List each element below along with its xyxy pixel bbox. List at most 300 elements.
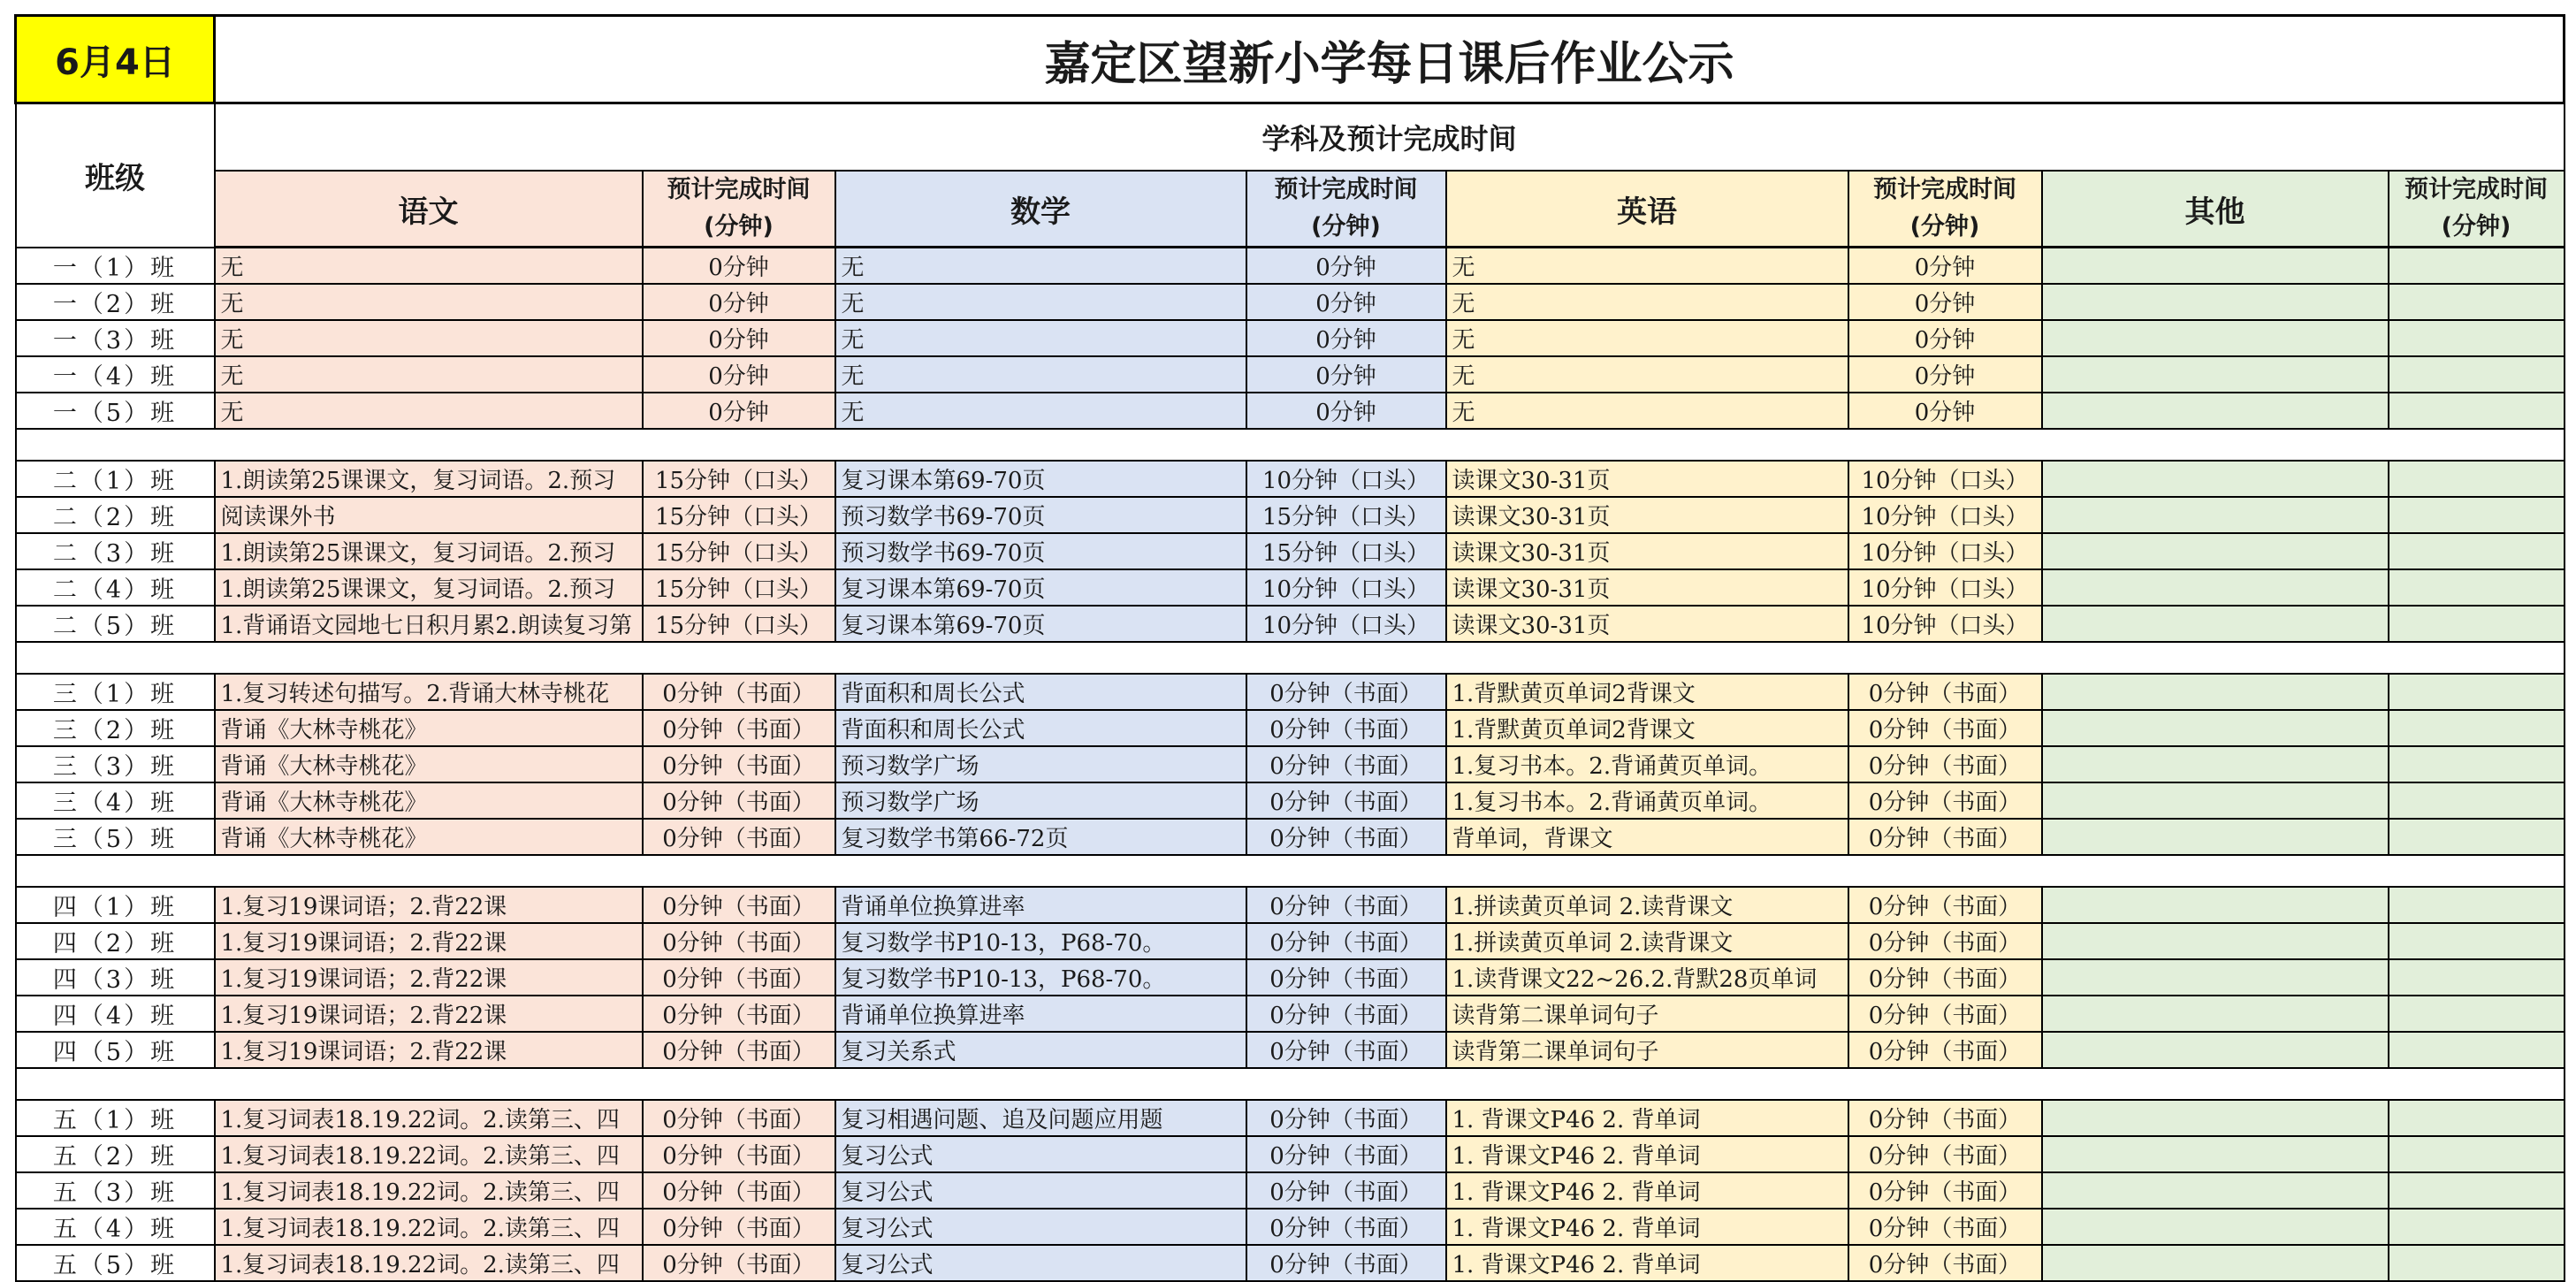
page-title[interactable]: 嘉定区望新小学每日课后作业公示 [215, 16, 2565, 103]
english-homework-cell[interactable]: 1.复习书本。2.背诵黄页单词。 [1446, 746, 1848, 782]
math-homework-cell[interactable]: 预习数学广场 [835, 782, 1246, 819]
class-name-cell[interactable]: 二（4）班 [16, 569, 215, 606]
other-time-cell[interactable] [2389, 746, 2565, 782]
other-time-cell[interactable] [2389, 1032, 2565, 1068]
other-homework-cell[interactable] [2042, 674, 2389, 710]
table-row [16, 959, 2565, 996]
english-time-cell[interactable]: 0分钟（书面） [1848, 1245, 2042, 1281]
math-time-cell[interactable]: 0分钟（书面） [1246, 923, 1446, 959]
math-time-cell[interactable]: 15分钟（口头） [1246, 533, 1446, 569]
chinese-time-cell[interactable]: 0分钟（书面） [643, 710, 835, 746]
time-header-line1: 预计完成时间 [1274, 176, 1418, 203]
other-time-cell[interactable] [2389, 782, 2565, 819]
english-homework-cell[interactable]: 1. 背课文P46 2. 背单词 [1446, 1245, 1848, 1281]
english-time-cell[interactable]: 0分钟（书面） [1848, 1100, 2042, 1136]
other-homework-cell[interactable] [2042, 393, 2389, 429]
grade-separator-row [16, 855, 2565, 887]
table-row [16, 1100, 2565, 1136]
other-time-cell[interactable] [2389, 710, 2565, 746]
class-name-cell[interactable]: 一（5）班 [16, 393, 215, 429]
separator-cell [1848, 1068, 2042, 1100]
math-homework-cell[interactable]: 复习数学书第66-72页 [835, 819, 1246, 855]
class-name-cell[interactable]: 三（1）班 [16, 674, 215, 710]
math-time-cell[interactable]: 0分钟（书面） [1246, 887, 1446, 923]
chinese-time-cell[interactable]: 0分钟（书面） [643, 1032, 835, 1068]
math-homework-cell[interactable]: 复习公式 [835, 1172, 1246, 1209]
math-homework-cell[interactable]: 复习课本第69-70页 [835, 461, 1246, 497]
class-name-cell[interactable]: 五（1）班 [16, 1100, 215, 1136]
class-name-cell[interactable]: 二（5）班 [16, 606, 215, 642]
math-homework-cell[interactable]: 背面积和周长公式 [835, 674, 1246, 710]
math-homework-cell[interactable]: 无 [835, 284, 1246, 320]
chinese-time-cell[interactable]: 0分钟 [643, 356, 835, 393]
other-homework-cell[interactable] [2042, 1209, 2389, 1245]
chinese-homework-cell[interactable]: 1.复习词表18.19.22词。2.读第三、四 [215, 1172, 643, 1209]
chinese-homework-cell[interactable]: 阅读课外书 [215, 497, 643, 533]
class-name-cell[interactable]: 四（2）班 [16, 923, 215, 959]
chinese-homework-cell[interactable]: 背诵《大林寺桃花》 [215, 710, 643, 746]
subject-group-header[interactable]: 学科及预计完成时间 [215, 103, 2565, 172]
english-homework-cell[interactable]: 读课文30-31页 [1446, 461, 1848, 497]
math-time-cell[interactable]: 0分钟（书面） [1246, 1032, 1446, 1068]
table-row [16, 887, 2565, 923]
separator-cell [2389, 855, 2565, 887]
separator-cell [1848, 855, 2042, 887]
table-row [16, 356, 2565, 393]
chinese-homework-cell[interactable]: 1.朗读第25课课文，复习词语。2.预习 [215, 533, 643, 569]
math-homework-cell[interactable]: 预习数学广场 [835, 746, 1246, 782]
class-name-cell[interactable]: 五（3）班 [16, 1172, 215, 1209]
class-name-cell[interactable]: 三（3）班 [16, 746, 215, 782]
other-homework-cell[interactable] [2042, 356, 2389, 393]
english-time-cell[interactable]: 0分钟（书面） [1848, 1032, 2042, 1068]
math-time-cell[interactable]: 0分钟 [1246, 248, 1446, 284]
separator-cell [2042, 855, 2389, 887]
other-homework-cell[interactable] [2042, 1172, 2389, 1209]
separator-cell [16, 429, 215, 461]
separator-cell [16, 855, 215, 887]
math-homework-cell[interactable]: 预习数学书69-70页 [835, 497, 1246, 533]
chinese-homework-cell[interactable]: 1.复习转述句描写。2.背诵大林寺桃花 [215, 674, 643, 710]
math-homework-cell[interactable]: 复习关系式 [835, 1032, 1246, 1068]
class-name-cell[interactable]: 四（4）班 [16, 996, 215, 1032]
chinese-time-cell[interactable]: 15分钟（口头） [643, 461, 835, 497]
class-name-cell[interactable]: 二（1）班 [16, 461, 215, 497]
english-homework-cell[interactable]: 1.拼读黄页单词 2.读背课文 [1446, 887, 1848, 923]
homework-table [14, 14, 2565, 1282]
english-homework-cell[interactable]: 1.拼读黄页单词 2.读背课文 [1446, 923, 1848, 959]
chinese-homework-cell[interactable]: 1.复习词表18.19.22词。2.读第三、四 [215, 1100, 643, 1136]
separator-cell [1848, 642, 2042, 674]
english-time-cell[interactable]: 10分钟（口头） [1848, 569, 2042, 606]
other-homework-cell[interactable] [2042, 1136, 2389, 1172]
other-time-cell[interactable] [2389, 284, 2565, 320]
class-name-cell[interactable]: 五（2）班 [16, 1136, 215, 1172]
separator-cell [643, 429, 835, 461]
separator-cell [16, 642, 215, 674]
separator-cell [2042, 1068, 2389, 1100]
separator-cell [215, 855, 643, 887]
chinese-homework-cell[interactable]: 1.复习19课词语；2.背22课 [215, 959, 643, 996]
table-row [16, 569, 2565, 606]
other-time-cell[interactable] [2389, 461, 2565, 497]
math-time-cell[interactable]: 0分钟（书面） [1246, 1136, 1446, 1172]
chinese-time-cell[interactable]: 0分钟（书面） [643, 819, 835, 855]
chinese-time-cell[interactable]: 15分钟（口头） [643, 497, 835, 533]
english-homework-cell[interactable]: 无 [1446, 356, 1848, 393]
table-row [16, 320, 2565, 356]
english-time-cell[interactable]: 0分钟（书面） [1848, 887, 2042, 923]
class-name-cell[interactable]: 四（1）班 [16, 887, 215, 923]
table-row [16, 746, 2565, 782]
math-homework-cell[interactable]: 复习公式 [835, 1136, 1246, 1172]
english-homework-cell[interactable]: 无 [1446, 284, 1848, 320]
table-row [16, 674, 2565, 710]
other-time-cell[interactable] [2389, 996, 2565, 1032]
chinese-time-cell[interactable]: 0分钟 [643, 284, 835, 320]
separator-cell [1848, 429, 2042, 461]
other-homework-cell[interactable] [2042, 782, 2389, 819]
english-time-cell[interactable]: 0分钟（书面） [1848, 996, 2042, 1032]
math-time-cell[interactable]: 0分钟（书面） [1246, 1100, 1446, 1136]
chinese-time-cell[interactable]: 0分钟 [643, 248, 835, 284]
math-homework-cell[interactable]: 背诵单位换算进率 [835, 887, 1246, 923]
other-homework-cell[interactable] [2042, 1100, 2389, 1136]
english-column-header[interactable]: 英语 [1446, 171, 1848, 248]
chinese-time-cell[interactable]: 0分钟（书面） [643, 746, 835, 782]
table-row [16, 1245, 2565, 1281]
date-cell[interactable]: 6月4日 [16, 16, 215, 103]
chinese-homework-cell[interactable]: 无 [215, 284, 643, 320]
chinese-homework-cell[interactable]: 无 [215, 320, 643, 356]
title-row [16, 16, 2565, 103]
english-homework-cell[interactable]: 无 [1446, 248, 1848, 284]
math-time-cell[interactable]: 0分钟 [1246, 284, 1446, 320]
separator-cell [215, 429, 643, 461]
chinese-time-cell[interactable]: 15分钟（口头） [643, 569, 835, 606]
english-time-cell[interactable]: 0分钟（书面） [1848, 1136, 2042, 1172]
chinese-homework-cell[interactable]: 1.朗读第25课课文，复习词语。2.预习 [215, 461, 643, 497]
other-time-cell[interactable] [2389, 320, 2565, 356]
other-time-cell[interactable] [2389, 356, 2565, 393]
other-homework-cell[interactable] [2042, 1245, 2389, 1281]
other-time-cell[interactable] [2389, 1209, 2565, 1245]
math-homework-cell[interactable]: 无 [835, 393, 1246, 429]
english-time-cell[interactable]: 0分钟（书面） [1848, 819, 2042, 855]
math-time-cell[interactable]: 10分钟（口头） [1246, 606, 1446, 642]
math-time-cell[interactable]: 0分钟（书面） [1246, 1245, 1446, 1281]
other-time-cell[interactable] [2389, 248, 2565, 284]
class-column-header[interactable]: 班级 [16, 103, 215, 248]
english-time-cell[interactable]: 0分钟（书面） [1848, 959, 2042, 996]
chinese-homework-cell[interactable]: 1.复习19课词语；2.背22课 [215, 923, 643, 959]
separator-cell [835, 429, 1246, 461]
chinese-column-header[interactable]: 语文 [215, 171, 643, 248]
other-time-cell[interactable] [2389, 1100, 2565, 1136]
english-homework-cell[interactable]: 读背第二课单词句子 [1446, 1032, 1848, 1068]
english-time-cell[interactable]: 0分钟（书面） [1848, 746, 2042, 782]
table-row [16, 1032, 2565, 1068]
english-homework-cell[interactable]: 1. 背课文P46 2. 背单词 [1446, 1172, 1848, 1209]
english-homework-cell[interactable]: 1. 背课文P46 2. 背单词 [1446, 1100, 1848, 1136]
time-header-line2: (分钟) [1909, 213, 1980, 240]
chinese-time-cell[interactable]: 0分钟（书面） [643, 1245, 835, 1281]
chinese-time-cell[interactable]: 0分钟（书面） [643, 996, 835, 1032]
english-time-cell[interactable]: 0分钟 [1848, 393, 2042, 429]
math-homework-cell[interactable]: 无 [835, 356, 1246, 393]
math-homework-cell[interactable]: 无 [835, 320, 1246, 356]
other-homework-cell[interactable] [2042, 923, 2389, 959]
class-name-cell[interactable]: 二（3）班 [16, 533, 215, 569]
chinese-homework-cell[interactable]: 1.背诵语文园地七日积月累2.朗读复习第 [215, 606, 643, 642]
separator-cell [835, 1068, 1246, 1100]
other-homework-cell[interactable] [2042, 497, 2389, 533]
english-homework-cell[interactable]: 1.背默黄页单词2背课文 [1446, 674, 1848, 710]
table-row [16, 996, 2565, 1032]
english-time-cell[interactable]: 0分钟（书面） [1848, 1209, 2042, 1245]
math-homework-cell[interactable]: 复习相遇问题、追及问题应用题 [835, 1100, 1246, 1136]
math-time-cell[interactable]: 0分钟（书面） [1246, 1172, 1446, 1209]
chinese-time-cell[interactable]: 15分钟（口头） [643, 606, 835, 642]
english-homework-cell[interactable]: 无 [1446, 393, 1848, 429]
other-homework-cell[interactable] [2042, 533, 2389, 569]
chinese-homework-cell[interactable]: 1.复习19课词语；2.背22课 [215, 996, 643, 1032]
english-homework-cell[interactable]: 1.背默黄页单词2背课文 [1446, 710, 1848, 746]
english-homework-cell[interactable]: 读课文30-31页 [1446, 606, 1848, 642]
chinese-homework-cell[interactable]: 无 [215, 356, 643, 393]
other-time-cell[interactable] [2389, 1136, 2565, 1172]
chinese-homework-cell[interactable]: 1.朗读第25课课文，复习词语。2.预习 [215, 569, 643, 606]
grade-separator-row [16, 1068, 2565, 1100]
separator-cell [215, 642, 643, 674]
english-homework-cell[interactable]: 读课文30-31页 [1446, 533, 1848, 569]
chinese-homework-cell[interactable]: 无 [215, 248, 643, 284]
other-time-cell[interactable] [2389, 959, 2565, 996]
table-row [16, 782, 2565, 819]
other-homework-cell[interactable] [2042, 320, 2389, 356]
time-header-line1: 预计完成时间 [2405, 176, 2548, 203]
english-homework-cell[interactable]: 1.读背课文22~26.2.背默28页单词 [1446, 959, 1848, 996]
english-time-cell[interactable]: 0分钟 [1848, 248, 2042, 284]
separator-cell [1246, 1068, 1446, 1100]
chinese-time-cell[interactable]: 0分钟（书面） [643, 1209, 835, 1245]
separator-cell [835, 642, 1246, 674]
other-time-cell[interactable] [2389, 1245, 2565, 1281]
other-homework-cell[interactable] [2042, 996, 2389, 1032]
chinese-homework-cell[interactable]: 1.复习词表18.19.22词。2.读第三、四 [215, 1136, 643, 1172]
other-homework-cell[interactable] [2042, 887, 2389, 923]
class-name-cell[interactable]: 二（2）班 [16, 497, 215, 533]
chinese-time-cell[interactable]: 0分钟（书面） [643, 782, 835, 819]
english-time-cell[interactable]: 10分钟（口头） [1848, 461, 2042, 497]
math-homework-cell[interactable]: 背面积和周长公式 [835, 710, 1246, 746]
other-homework-cell[interactable] [2042, 606, 2389, 642]
class-name-cell[interactable]: 一（3）班 [16, 320, 215, 356]
chinese-homework-cell[interactable]: 1.复习19课词语；2.背22课 [215, 887, 643, 923]
separator-cell [1246, 642, 1446, 674]
math-homework-cell[interactable]: 背诵单位换算进率 [835, 996, 1246, 1032]
time-header-line2: (分钟) [2441, 213, 2511, 240]
english-time-column-header[interactable] [1848, 171, 2042, 248]
table-row [16, 284, 2565, 320]
separator-cell [835, 855, 1246, 887]
other-time-cell[interactable] [2389, 569, 2565, 606]
grade-separator-row [16, 429, 2565, 461]
english-homework-cell[interactable]: 读课文30-31页 [1446, 497, 1848, 533]
class-name-cell[interactable]: 三（4）班 [16, 782, 215, 819]
english-time-cell[interactable]: 0分钟（书面） [1848, 923, 2042, 959]
english-homework-cell[interactable]: 背单词，背课文 [1446, 819, 1848, 855]
math-time-cell[interactable]: 0分钟（书面） [1246, 710, 1446, 746]
other-homework-cell[interactable] [2042, 746, 2389, 782]
time-header-line1: 预计完成时间 [667, 176, 811, 203]
math-homework-cell[interactable]: 预习数学书69-70页 [835, 533, 1246, 569]
english-time-cell[interactable]: 0分钟 [1848, 320, 2042, 356]
chinese-homework-cell[interactable]: 1.复习词表18.19.22词。2.读第三、四 [215, 1209, 643, 1245]
other-column-header[interactable]: 其他 [2042, 171, 2389, 248]
math-time-cell[interactable]: 0分钟（书面） [1246, 819, 1446, 855]
other-time-column-header[interactable] [2389, 171, 2565, 248]
english-time-cell[interactable]: 10分钟（口头） [1848, 497, 2042, 533]
other-time-cell[interactable] [2389, 819, 2565, 855]
class-name-cell[interactable]: 四（5）班 [16, 1032, 215, 1068]
chinese-time-cell[interactable]: 0分钟（书面） [643, 959, 835, 996]
math-homework-cell[interactable]: 复习课本第69-70页 [835, 569, 1246, 606]
english-time-cell[interactable]: 0分钟 [1848, 356, 2042, 393]
table-row [16, 533, 2565, 569]
other-time-cell[interactable] [2389, 606, 2565, 642]
chinese-time-cell[interactable]: 0分钟（书面） [643, 1136, 835, 1172]
english-homework-cell[interactable]: 1.复习书本。2.背诵黄页单词。 [1446, 782, 1848, 819]
chinese-homework-cell[interactable]: 背诵《大林寺桃花》 [215, 782, 643, 819]
chinese-homework-cell[interactable]: 背诵《大林寺桃花》 [215, 746, 643, 782]
other-homework-cell[interactable] [2042, 959, 2389, 996]
math-time-cell[interactable]: 0分钟（书面） [1246, 674, 1446, 710]
other-time-cell[interactable] [2389, 393, 2565, 429]
separator-cell [2389, 642, 2565, 674]
table-row [16, 497, 2565, 533]
math-time-cell[interactable]: 0分钟 [1246, 393, 1446, 429]
chinese-homework-cell[interactable]: 背诵《大林寺桃花》 [215, 819, 643, 855]
class-name-cell[interactable]: 五（5）班 [16, 1245, 215, 1281]
other-time-cell[interactable] [2389, 674, 2565, 710]
separator-cell [643, 642, 835, 674]
chinese-time-cell[interactable]: 15分钟（口头） [643, 533, 835, 569]
group-header-row [16, 103, 2565, 172]
math-time-cell[interactable]: 0分钟（书面） [1246, 782, 1446, 819]
math-homework-cell[interactable]: 复习课本第69-70页 [835, 606, 1246, 642]
separator-cell [2042, 642, 2389, 674]
subject-header-row [16, 171, 2565, 248]
chinese-homework-cell[interactable]: 1.复习19课词语；2.背22课 [215, 1032, 643, 1068]
math-time-cell[interactable]: 10分钟（口头） [1246, 569, 1446, 606]
table-row [16, 1172, 2565, 1209]
other-homework-cell[interactable] [2042, 1032, 2389, 1068]
separator-cell [2389, 1068, 2565, 1100]
math-time-cell[interactable]: 0分钟（书面） [1246, 1209, 1446, 1245]
math-time-cell[interactable]: 10分钟（口头） [1246, 461, 1446, 497]
chinese-time-cell[interactable]: 0分钟（书面） [643, 923, 835, 959]
separator-cell [1446, 1068, 1848, 1100]
english-time-cell[interactable]: 10分钟（口头） [1848, 606, 2042, 642]
class-name-cell[interactable]: 一（4）班 [16, 356, 215, 393]
table-row [16, 393, 2565, 429]
time-header-line2: (分钟) [1311, 213, 1381, 240]
separator-cell [2389, 429, 2565, 461]
english-time-cell[interactable]: 0分钟（书面） [1848, 674, 2042, 710]
math-time-cell[interactable]: 0分钟 [1246, 320, 1446, 356]
english-time-cell[interactable]: 0分钟（书面） [1848, 710, 2042, 746]
chinese-homework-cell[interactable]: 1.复习词表18.19.22词。2.读第三、四 [215, 1245, 643, 1281]
chinese-time-cell[interactable]: 0分钟（书面） [643, 674, 835, 710]
math-time-cell[interactable]: 15分钟（口头） [1246, 497, 1446, 533]
chinese-time-cell[interactable]: 0分钟 [643, 393, 835, 429]
math-time-cell[interactable]: 0分钟（书面） [1246, 959, 1446, 996]
table-row [16, 819, 2565, 855]
grade-separator-row [16, 642, 2565, 674]
math-time-cell[interactable]: 0分钟（书面） [1246, 746, 1446, 782]
other-time-cell[interactable] [2389, 533, 2565, 569]
english-homework-cell[interactable]: 1. 背课文P46 2. 背单词 [1446, 1209, 1848, 1245]
chinese-time-cell[interactable]: 0分钟（书面） [643, 1172, 835, 1209]
class-name-cell[interactable]: 三（5）班 [16, 819, 215, 855]
english-homework-cell[interactable]: 1. 背课文P46 2. 背单词 [1446, 1136, 1848, 1172]
math-homework-cell[interactable]: 无 [835, 248, 1246, 284]
other-homework-cell[interactable] [2042, 461, 2389, 497]
time-header-line2: (分钟) [704, 213, 774, 240]
class-name-cell[interactable]: 一（1）班 [16, 248, 215, 284]
separator-cell [643, 1068, 835, 1100]
other-homework-cell[interactable] [2042, 284, 2389, 320]
chinese-time-cell[interactable]: 0分钟 [643, 320, 835, 356]
english-homework-cell[interactable]: 读背第二课单词句子 [1446, 996, 1848, 1032]
math-homework-cell[interactable]: 复习公式 [835, 1245, 1246, 1281]
math-homework-cell[interactable]: 复习数学书P10-13，P68-70。 [835, 959, 1246, 996]
table-row [16, 606, 2565, 642]
separator-cell [1246, 855, 1446, 887]
english-time-cell[interactable]: 10分钟（口头） [1848, 533, 2042, 569]
other-time-cell[interactable] [2389, 923, 2565, 959]
english-time-cell[interactable]: 0分钟（书面） [1848, 782, 2042, 819]
math-homework-cell[interactable]: 复习数学书P10-13，P68-70。 [835, 923, 1246, 959]
class-name-cell[interactable]: 四（3）班 [16, 959, 215, 996]
english-time-cell[interactable]: 0分钟（书面） [1848, 1172, 2042, 1209]
chinese-homework-cell[interactable]: 无 [215, 393, 643, 429]
chinese-time-column-header[interactable] [643, 171, 835, 248]
other-homework-cell[interactable] [2042, 569, 2389, 606]
other-homework-cell[interactable] [2042, 248, 2389, 284]
other-homework-cell[interactable] [2042, 819, 2389, 855]
math-time-cell[interactable]: 0分钟（书面） [1246, 996, 1446, 1032]
english-time-cell[interactable]: 0分钟 [1848, 284, 2042, 320]
math-homework-cell[interactable]: 复习公式 [835, 1209, 1246, 1245]
math-time-column-header[interactable] [1246, 171, 1446, 248]
math-column-header[interactable]: 数学 [835, 171, 1246, 248]
math-time-cell[interactable]: 0分钟 [1246, 356, 1446, 393]
separator-cell [2042, 429, 2389, 461]
class-name-cell[interactable]: 一（2）班 [16, 284, 215, 320]
other-time-cell[interactable] [2389, 497, 2565, 533]
other-homework-cell[interactable] [2042, 710, 2389, 746]
class-name-cell[interactable]: 三（2）班 [16, 710, 215, 746]
class-name-cell[interactable]: 五（4）班 [16, 1209, 215, 1245]
other-time-cell[interactable] [2389, 1172, 2565, 1209]
english-homework-cell[interactable]: 读课文30-31页 [1446, 569, 1848, 606]
chinese-time-cell[interactable]: 0分钟（书面） [643, 1100, 835, 1136]
english-homework-cell[interactable]: 无 [1446, 320, 1848, 356]
other-time-cell[interactable] [2389, 887, 2565, 923]
chinese-time-cell[interactable]: 0分钟（书面） [643, 887, 835, 923]
